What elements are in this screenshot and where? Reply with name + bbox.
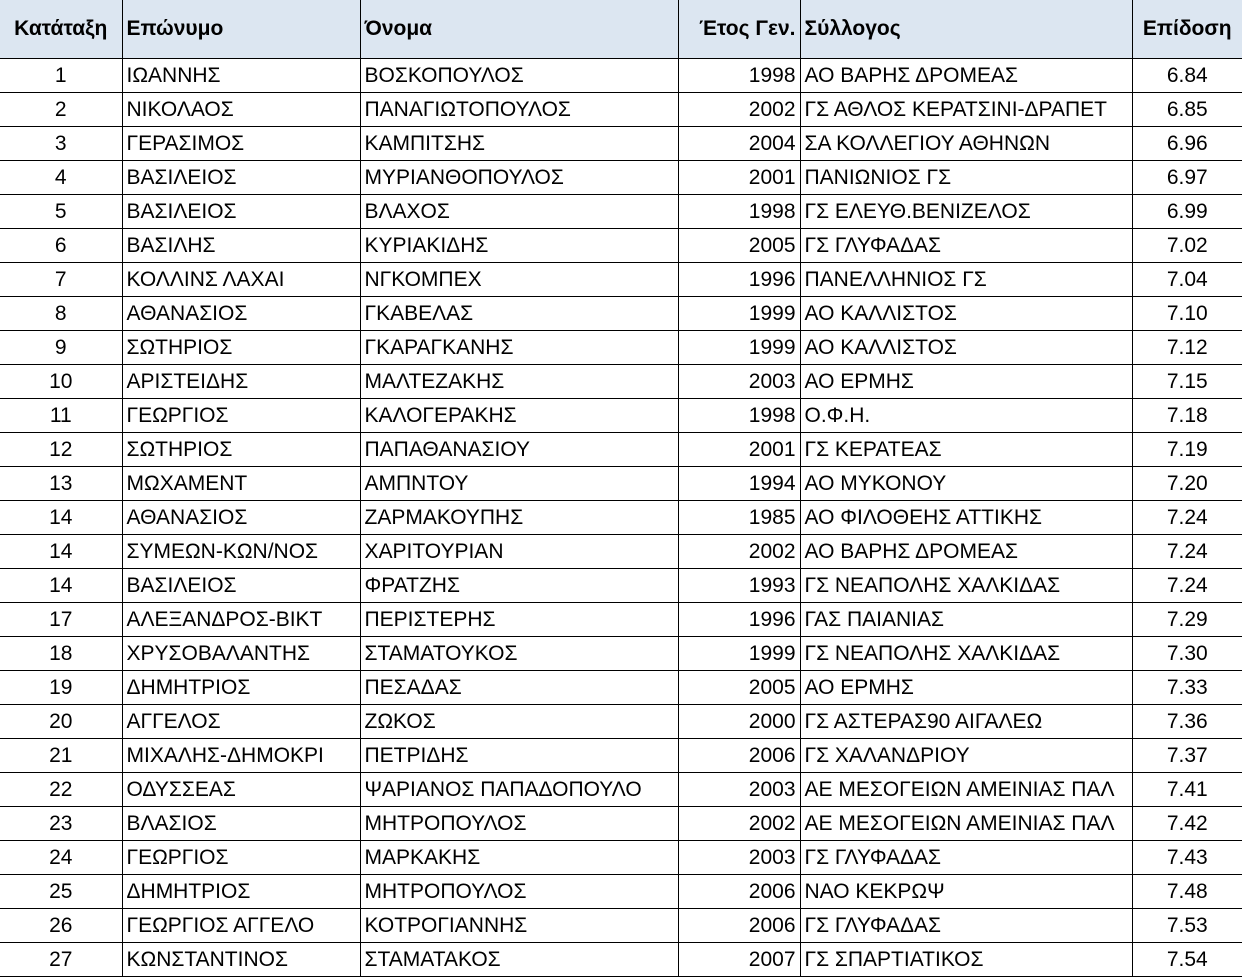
- table-row: [0, 840, 1242, 874]
- cell-surname: ΣΥΜΕΩΝ-ΚΩΝ/ΝΟΣ: [122, 534, 360, 568]
- cell-club: ΑΟ ΜΥΚΟΝΟΥ: [800, 466, 1132, 500]
- cell-rank: 10: [0, 364, 122, 398]
- cell-performance: 7.12: [1132, 330, 1242, 364]
- cell-club: ΑΟ ΕΡΜΗΣ: [800, 364, 1132, 398]
- cell-year: 1999: [678, 636, 800, 670]
- cell-club: ΑΟ ΒΑΡΗΣ ΔΡΟΜΕΑΣ: [800, 534, 1132, 568]
- table-row: [0, 330, 1242, 364]
- cell-club: ΑΕ ΜΕΣΟΓΕΙΩΝ ΑΜΕΙΝΙΑΣ ΠΑΛ: [800, 772, 1132, 806]
- cell-year: 2002: [678, 92, 800, 126]
- table-row: [0, 568, 1242, 602]
- cell-year: 1998: [678, 58, 800, 92]
- cell-surname: ΓΕΩΡΓΙΟΣ ΑΓΓΕΛΟ: [122, 908, 360, 942]
- cell-year: 1994: [678, 466, 800, 500]
- table-row: [0, 126, 1242, 160]
- cell-year: 2006: [678, 874, 800, 908]
- cell-name: ΜΑΡΚΑΚΗΣ: [360, 840, 678, 874]
- table-row: [0, 670, 1242, 704]
- cell-year: 2000: [678, 704, 800, 738]
- cell-club: ΓΣ ΧΑΛΑΝΔΡΙΟΥ: [800, 738, 1132, 772]
- cell-name: ΑΜΠΝΤΟΥ: [360, 466, 678, 500]
- cell-rank: 11: [0, 398, 122, 432]
- cell-name: ΧΑΡΙΤΟΥΡΙΑΝ: [360, 534, 678, 568]
- cell-performance: 7.19: [1132, 432, 1242, 466]
- cell-year: 1998: [678, 398, 800, 432]
- cell-name: ΖΩΚΟΣ: [360, 704, 678, 738]
- cell-surname: ΚΟΛΛΙΝΣ ΛΑΧΑΙ: [122, 262, 360, 296]
- cell-year: 2006: [678, 908, 800, 942]
- cell-year: 2001: [678, 432, 800, 466]
- cell-surname: ΓΕΡΑΣΙΜΟΣ: [122, 126, 360, 160]
- cell-surname: ΟΔΥΣΣΕΑΣ: [122, 772, 360, 806]
- cell-name: ΠΑΠΑΘΑΝΑΣΙΟΥ: [360, 432, 678, 466]
- cell-performance: 7.02: [1132, 228, 1242, 262]
- table-row: [0, 466, 1242, 500]
- cell-performance: 7.15: [1132, 364, 1242, 398]
- cell-name: ΜΑΛΤΕΖΑΚΗΣ: [360, 364, 678, 398]
- cell-year: 2002: [678, 806, 800, 840]
- cell-club: Ο.Φ.Η.: [800, 398, 1132, 432]
- cell-name: ΝΓΚΟΜΠΕΧ: [360, 262, 678, 296]
- cell-performance: 7.29: [1132, 602, 1242, 636]
- cell-club: ΑΟ ΒΑΡΗΣ ΔΡΟΜΕΑΣ: [800, 58, 1132, 92]
- cell-club: ΑΟ ΕΡΜΗΣ: [800, 670, 1132, 704]
- cell-name: ΣΤΑΜΑΤΑΚΟΣ: [360, 942, 678, 976]
- table-row: [0, 364, 1242, 398]
- cell-rank: 7: [0, 262, 122, 296]
- cell-surname: ΒΑΣΙΛΕΙΟΣ: [122, 160, 360, 194]
- cell-rank: 20: [0, 704, 122, 738]
- cell-club: ΓΣ ΣΠΑΡΤΙΑΤΙΚΟΣ: [800, 942, 1132, 976]
- cell-performance: 7.10: [1132, 296, 1242, 330]
- cell-surname: ΔΗΜΗΤΡΙΟΣ: [122, 874, 360, 908]
- cell-rank: 5: [0, 194, 122, 228]
- table-row: [0, 942, 1242, 976]
- cell-club: ΓΣ ΕΛΕΥΘ.ΒΕΝΙΖΕΛΟΣ: [800, 194, 1132, 228]
- cell-rank: 14: [0, 568, 122, 602]
- cell-year: 2007: [678, 942, 800, 976]
- table-row: [0, 194, 1242, 228]
- cell-performance: 7.18: [1132, 398, 1242, 432]
- cell-rank: 13: [0, 466, 122, 500]
- cell-surname: ΔΗΜΗΤΡΙΟΣ: [122, 670, 360, 704]
- table-row: [0, 738, 1242, 772]
- cell-performance: 6.96: [1132, 126, 1242, 160]
- cell-name: ΜΗΤΡΟΠΟΥΛΟΣ: [360, 806, 678, 840]
- cell-surname: ΜΩΧΑΜΕΝΤ: [122, 466, 360, 500]
- cell-year: 1985: [678, 500, 800, 534]
- cell-club: ΓΣ ΓΛΥΦΑΔΑΣ: [800, 908, 1132, 942]
- cell-year: 1998: [678, 194, 800, 228]
- cell-year: 2005: [678, 228, 800, 262]
- cell-surname: ΑΡΙΣΤΕΙΔΗΣ: [122, 364, 360, 398]
- cell-rank: 21: [0, 738, 122, 772]
- table-row: [0, 262, 1242, 296]
- cell-club: ΓΣ ΝΕΑΠΟΛΗΣ ΧΑΛΚΙΔΑΣ: [800, 568, 1132, 602]
- cell-club: ΓΣ ΝΕΑΠΟΛΗΣ ΧΑΛΚΙΔΑΣ: [800, 636, 1132, 670]
- cell-rank: 25: [0, 874, 122, 908]
- table-row: [0, 92, 1242, 126]
- table-row: [0, 602, 1242, 636]
- cell-rank: 27: [0, 942, 122, 976]
- cell-name: ΠΕΡΙΣΤΕΡΗΣ: [360, 602, 678, 636]
- cell-performance: 6.97: [1132, 160, 1242, 194]
- cell-name: ΒΛΑΧΟΣ: [360, 194, 678, 228]
- table-row: [0, 228, 1242, 262]
- cell-rank: 19: [0, 670, 122, 704]
- header-club: Σύλλογος: [800, 0, 1132, 58]
- table-row: [0, 58, 1242, 92]
- header-row: [0, 0, 1242, 58]
- cell-performance: 7.48: [1132, 874, 1242, 908]
- cell-name: ΚΑΛΟΓΕΡΑΚΗΣ: [360, 398, 678, 432]
- cell-surname: ΓΕΩΡΓΙΟΣ: [122, 398, 360, 432]
- table-row: [0, 296, 1242, 330]
- cell-performance: 6.85: [1132, 92, 1242, 126]
- cell-name: ΓΚΑΡΑΓΚΑΝΗΣ: [360, 330, 678, 364]
- cell-name: ΒΟΣΚΟΠΟΥΛΟΣ: [360, 58, 678, 92]
- cell-surname: ΙΩΑΝΝΗΣ: [122, 58, 360, 92]
- cell-rank: 6: [0, 228, 122, 262]
- cell-club: ΓΣ ΑΘΛΟΣ ΚΕΡΑΤΣΙΝΙ-ΔΡΑΠΕΤ: [800, 92, 1132, 126]
- table-row: [0, 160, 1242, 194]
- cell-performance: 7.04: [1132, 262, 1242, 296]
- cell-surname: ΣΩΤΗΡΙΟΣ: [122, 432, 360, 466]
- cell-year: 1993: [678, 568, 800, 602]
- cell-club: ΑΟ ΚΑΛΛΙΣΤΟΣ: [800, 330, 1132, 364]
- cell-surname: ΧΡΥΣΟΒΑΛΑΝΤΗΣ: [122, 636, 360, 670]
- cell-year: 2002: [678, 534, 800, 568]
- cell-club: ΣΑ ΚΟΛΛΕΓΙΟΥ ΑΘΗΝΩΝ: [800, 126, 1132, 160]
- cell-name: ΓΚΑΒΕΛΑΣ: [360, 296, 678, 330]
- cell-performance: 6.99: [1132, 194, 1242, 228]
- table-body: [0, 58, 1242, 976]
- cell-rank: 23: [0, 806, 122, 840]
- cell-year: 1996: [678, 262, 800, 296]
- cell-year: 2001: [678, 160, 800, 194]
- cell-name: ΠΕΣΑΔΑΣ: [360, 670, 678, 704]
- cell-surname: ΒΑΣΙΛΕΙΟΣ: [122, 568, 360, 602]
- cell-rank: 4: [0, 160, 122, 194]
- cell-club: ΠΑΝΕΛΛΗΝΙΟΣ ΓΣ: [800, 262, 1132, 296]
- cell-name: ΠΑΝΑΓΙΩΤΟΠΟΥΛΟΣ: [360, 92, 678, 126]
- table-row: [0, 806, 1242, 840]
- cell-performance: 7.43: [1132, 840, 1242, 874]
- cell-surname: ΚΩΝΣΤΑΝΤΙΝΟΣ: [122, 942, 360, 976]
- cell-performance: 7.20: [1132, 466, 1242, 500]
- cell-name: ΜΥΡΙΑΝΘΟΠΟΥΛΟΣ: [360, 160, 678, 194]
- cell-surname: ΑΘΑΝΑΣΙΟΣ: [122, 500, 360, 534]
- cell-club: ΝΑΟ ΚΕΚΡΩΨ: [800, 874, 1132, 908]
- table-row: [0, 432, 1242, 466]
- cell-rank: 17: [0, 602, 122, 636]
- cell-rank: 3: [0, 126, 122, 160]
- cell-rank: 26: [0, 908, 122, 942]
- cell-club: ΑΟ ΚΑΛΛΙΣΤΟΣ: [800, 296, 1132, 330]
- cell-surname: ΣΩΤΗΡΙΟΣ: [122, 330, 360, 364]
- cell-rank: 14: [0, 500, 122, 534]
- table-row: [0, 874, 1242, 908]
- cell-year: 2003: [678, 772, 800, 806]
- cell-performance: 7.24: [1132, 534, 1242, 568]
- cell-surname: ΒΑΣΙΛΗΣ: [122, 228, 360, 262]
- cell-rank: 24: [0, 840, 122, 874]
- table-row: [0, 704, 1242, 738]
- cell-year: 2004: [678, 126, 800, 160]
- table-row: [0, 636, 1242, 670]
- cell-surname: ΜΙΧΑΛΗΣ-ΔΗΜΟΚΡΙ: [122, 738, 360, 772]
- cell-surname: ΑΛΕΞΑΝΔΡΟΣ-ΒΙΚΤ: [122, 602, 360, 636]
- header-rank: Κατάταξη: [0, 0, 122, 58]
- table-row: [0, 534, 1242, 568]
- cell-performance: 7.24: [1132, 568, 1242, 602]
- table-row: [0, 398, 1242, 432]
- header-name: Όνομα: [360, 0, 678, 58]
- cell-performance: 7.42: [1132, 806, 1242, 840]
- cell-surname: ΒΛΑΣΙΟΣ: [122, 806, 360, 840]
- cell-name: ΚΟΤΡΟΓΙΑΝΝΗΣ: [360, 908, 678, 942]
- cell-club: ΓΣ ΑΣΤΕΡΑΣ90 ΑΙΓΑΛΕΩ: [800, 704, 1132, 738]
- cell-performance: 7.41: [1132, 772, 1242, 806]
- cell-club: ΑΟ ΦΙΛΟΘΕΗΣ ΑΤΤΙΚΗΣ: [800, 500, 1132, 534]
- cell-rank: 2: [0, 92, 122, 126]
- cell-performance: 7.33: [1132, 670, 1242, 704]
- cell-club: ΠΑΝΙΩΝΙΟΣ ΓΣ: [800, 160, 1132, 194]
- header-year: Έτος Γεν.: [678, 0, 800, 58]
- cell-club: ΑΕ ΜΕΣΟΓΕΙΩΝ ΑΜΕΙΝΙΑΣ ΠΑΛ: [800, 806, 1132, 840]
- cell-year: 1999: [678, 296, 800, 330]
- cell-rank: 14: [0, 534, 122, 568]
- cell-rank: 9: [0, 330, 122, 364]
- cell-rank: 18: [0, 636, 122, 670]
- header-performance: Επίδοση: [1132, 0, 1242, 58]
- cell-year: 2006: [678, 738, 800, 772]
- cell-year: 1999: [678, 330, 800, 364]
- cell-surname: ΝΙΚΟΛΑΟΣ: [122, 92, 360, 126]
- cell-surname: ΑΓΓΕΛΟΣ: [122, 704, 360, 738]
- cell-name: ΦΡΑΤΖΗΣ: [360, 568, 678, 602]
- cell-performance: 7.36: [1132, 704, 1242, 738]
- cell-rank: 1: [0, 58, 122, 92]
- cell-rank: 12: [0, 432, 122, 466]
- cell-year: 2003: [678, 840, 800, 874]
- cell-performance: 7.54: [1132, 942, 1242, 976]
- cell-club: ΓΣ ΓΛΥΦΑΔΑΣ: [800, 228, 1132, 262]
- cell-year: 1996: [678, 602, 800, 636]
- cell-rank: 8: [0, 296, 122, 330]
- cell-name: ΚΥΡΙΑΚΙΔΗΣ: [360, 228, 678, 262]
- cell-surname: ΓΕΩΡΓΙΟΣ: [122, 840, 360, 874]
- table-row: [0, 500, 1242, 534]
- cell-year: 2003: [678, 364, 800, 398]
- cell-performance: 7.53: [1132, 908, 1242, 942]
- cell-performance: 7.24: [1132, 500, 1242, 534]
- header-surname: Επώνυμο: [122, 0, 360, 58]
- cell-name: ΖΑΡΜΑΚΟΥΠΗΣ: [360, 500, 678, 534]
- cell-rank: 22: [0, 772, 122, 806]
- cell-club: ΓΑΣ ΠΑΙΑΝΙΑΣ: [800, 602, 1132, 636]
- cell-performance: 6.84: [1132, 58, 1242, 92]
- cell-surname: ΑΘΑΝΑΣΙΟΣ: [122, 296, 360, 330]
- cell-surname: ΒΑΣΙΛΕΙΟΣ: [122, 194, 360, 228]
- cell-year: 2005: [678, 670, 800, 704]
- cell-club: ΓΣ ΚΕΡΑΤΕΑΣ: [800, 432, 1132, 466]
- cell-club: ΓΣ ΓΛΥΦΑΔΑΣ: [800, 840, 1132, 874]
- cell-name: ΨΑΡΙΑΝΟΣ ΠΑΠΑΔΟΠΟΥΛΟ: [360, 772, 678, 806]
- cell-performance: 7.37: [1132, 738, 1242, 772]
- cell-name: ΚΑΜΠΙΤΣΗΣ: [360, 126, 678, 160]
- table-row: [0, 772, 1242, 806]
- cell-name: ΣΤΑΜΑΤΟΥΚΟΣ: [360, 636, 678, 670]
- cell-name: ΜΗΤΡΟΠΟΥΛΟΣ: [360, 874, 678, 908]
- cell-performance: 7.30: [1132, 636, 1242, 670]
- cell-name: ΠΕΤΡΙΔΗΣ: [360, 738, 678, 772]
- table-row: [0, 908, 1242, 942]
